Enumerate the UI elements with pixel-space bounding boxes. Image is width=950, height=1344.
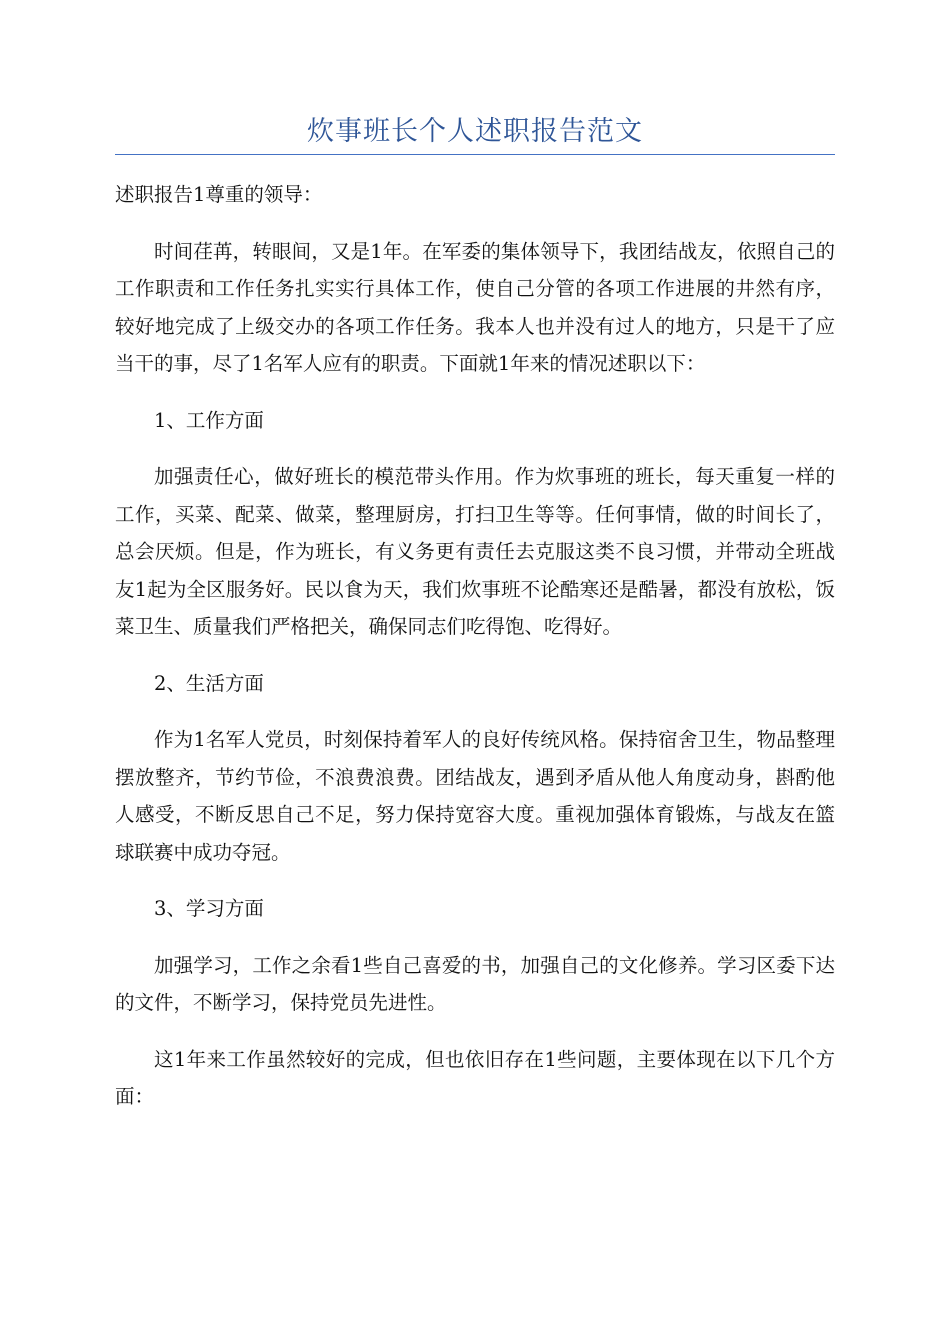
section-heading-work: 1、工作方面 [154,408,264,432]
document-body [115,176,835,1135]
title-underline [115,154,835,155]
paragraph-life: 作为1名军人党员，时刻保持着军人的良好传统风格。保持宿舍卫生，物品整理摆放整齐，节约节俭，不浪费浪费。团结战友，遇到矛盾从他人角度动身，斟酌他人感受，不断反思自己不足，努力保持宽容大度。重视加强体育锻炼，与战友在篮球联赛中成功夺冠。 [115,728,835,864]
paragraph-work: 加强责任心，做好班长的模范带头作用。作为炊事班的班长，每天重复一样的工作，买菜、配菜、做菜，整理厨房，打扫卫生等等。任何事情，做的时间长了，总会厌烦。但是，作为班长，有义务更有责任去克服这类不良习惯，并带动全班战友1起为全区服务好。民以食为天，我们炊事班不论酷寒还是酷暑，都没有放松，饭菜卫生、质量我们严格把关，确保同志们吃得饱、吃得好。 [115,465,835,638]
paragraph-study: 加强学习，工作之余看1些自己喜爱的书，加强自己的文化修养。学习区委下达的文件，不断学习，保持党员先进性。 [115,953,835,1014]
section-heading-study: 3、学习方面 [154,897,264,920]
paragraph-intro: 时间荏苒，转眼间，又是1年。在军委的集体领导下，我团结战友，依照自己的工作职责和工作任务扎实实行具体工作，使自己分管的各项工作进展的井然有序，较好地完成了上级交办的各项工作任务。我本人也并没有过人的地方，只是干了应当干的事，尽了1名军人应有的职责。下面就1年来的情况述职以下： [115,239,835,375]
paragraph-problems: 这1年来工作虽然较好的完成，但也依旧存在1些问题，主要体现在以下几个方面： [115,1047,835,1108]
section-heading-life: 2、生活方面 [154,671,264,695]
document-title: 炊事班长个人述职报告范文 [307,116,643,147]
greeting-line: 述职报告1尊重的领导： [115,183,323,206]
